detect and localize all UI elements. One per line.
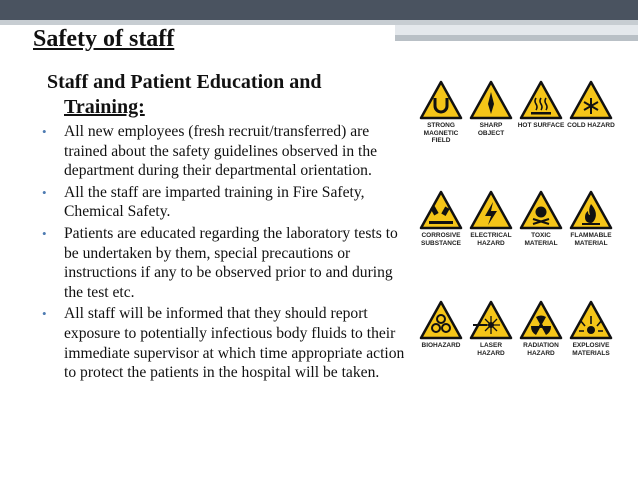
flame-icon — [569, 190, 613, 230]
hazard-sign-magnetic — [416, 80, 466, 148]
hazard-sign-radiation — [516, 300, 566, 368]
bullet-dot: • — [42, 306, 47, 322]
hazard-sign-label: CORROSIVE SUBSTANCE — [421, 232, 461, 247]
hazard-sign-biohazard — [416, 300, 466, 368]
subtitle-line-1: Staff and Patient Education and — [47, 71, 322, 93]
hazard-sign-label: ELECTRICAL HAZARD — [470, 232, 512, 247]
hazard-sign-label: LASER HAZARD — [477, 342, 505, 357]
header-accent-band-right — [395, 35, 638, 41]
bullet-text: All new employees (fresh recruit/transferred) are trained about the safety guidelines observed in the department during their departmental orientation. — [64, 123, 378, 180]
laser-icon — [469, 300, 513, 340]
skull-icon — [519, 190, 563, 230]
bullet-item — [42, 304, 410, 382]
slide-subtitle — [47, 70, 407, 120]
hazard-sign-flammable — [566, 190, 616, 258]
bullet-text: All staff will be informed that they should report exposure to potentially infectious body fluids to their immediate supervisor at which time appropriate action to protect the patients in the hospital will be taken. — [64, 305, 405, 382]
hazard-sign-toxic — [516, 190, 566, 258]
hazard-sign-label: RADIATION HAZARD — [523, 342, 559, 357]
hazard-sign-label: FLAMMABLE MATERIAL — [570, 232, 612, 247]
corrosive-icon — [419, 190, 463, 230]
sharp-object-icon — [469, 80, 513, 120]
bullet-dot: • — [42, 124, 47, 139]
bullet-list — [42, 122, 410, 385]
hazard-sign-label: COLD HAZARD — [567, 122, 615, 129]
header-accent-band-light — [395, 25, 638, 35]
snowflake-icon — [569, 80, 613, 120]
bullet-item — [42, 122, 410, 181]
hazard-sign-label: STRONG MAGNETIC FIELD — [423, 122, 459, 144]
hazard-sign-cold — [566, 80, 616, 148]
header-band — [0, 0, 638, 20]
explosion-icon — [569, 300, 613, 340]
hazard-sign-label: BIOHAZARD — [421, 342, 461, 349]
hazard-sign-label: SHARP OBJECT — [477, 122, 505, 137]
subtitle-line-2: Training: — [64, 96, 145, 118]
hazard-sign-label: EXPLOSIVE MATERIALS — [572, 342, 610, 357]
hot-surface-icon — [519, 80, 563, 120]
bullet-item — [42, 224, 410, 302]
bullet-dot: • — [42, 225, 47, 241]
hazard-signs-grid — [416, 80, 614, 400]
bullet-text: All the staff are imparted training in Fire Safety, Chemical Safety. — [64, 183, 365, 221]
hazard-sign-laser — [466, 300, 516, 368]
bullet-item — [42, 183, 410, 222]
hazard-sign-corrosive — [416, 190, 466, 258]
biohazard-icon — [419, 300, 463, 340]
slide-title: Safety of staff — [33, 26, 175, 52]
hazard-sign-hot-surface — [516, 80, 566, 148]
hazard-sign-label: HOT SURFACE — [517, 122, 565, 129]
radiation-icon — [519, 300, 563, 340]
hazard-sign-explosive — [566, 300, 616, 368]
bullet-text: Patients are educated regarding the laboratory tests to be undertaken by them, special precautions or instructions if any to be observed prior to and during the test etc. — [64, 224, 398, 301]
bullet-dot: • — [42, 184, 47, 200]
magnet-icon — [419, 80, 463, 120]
lightning-icon — [469, 190, 513, 230]
hazard-sign-label: TOXIC MATERIAL — [524, 232, 558, 247]
hazard-sign-electrical — [466, 190, 516, 258]
hazard-sign-sharp-object — [466, 80, 516, 148]
